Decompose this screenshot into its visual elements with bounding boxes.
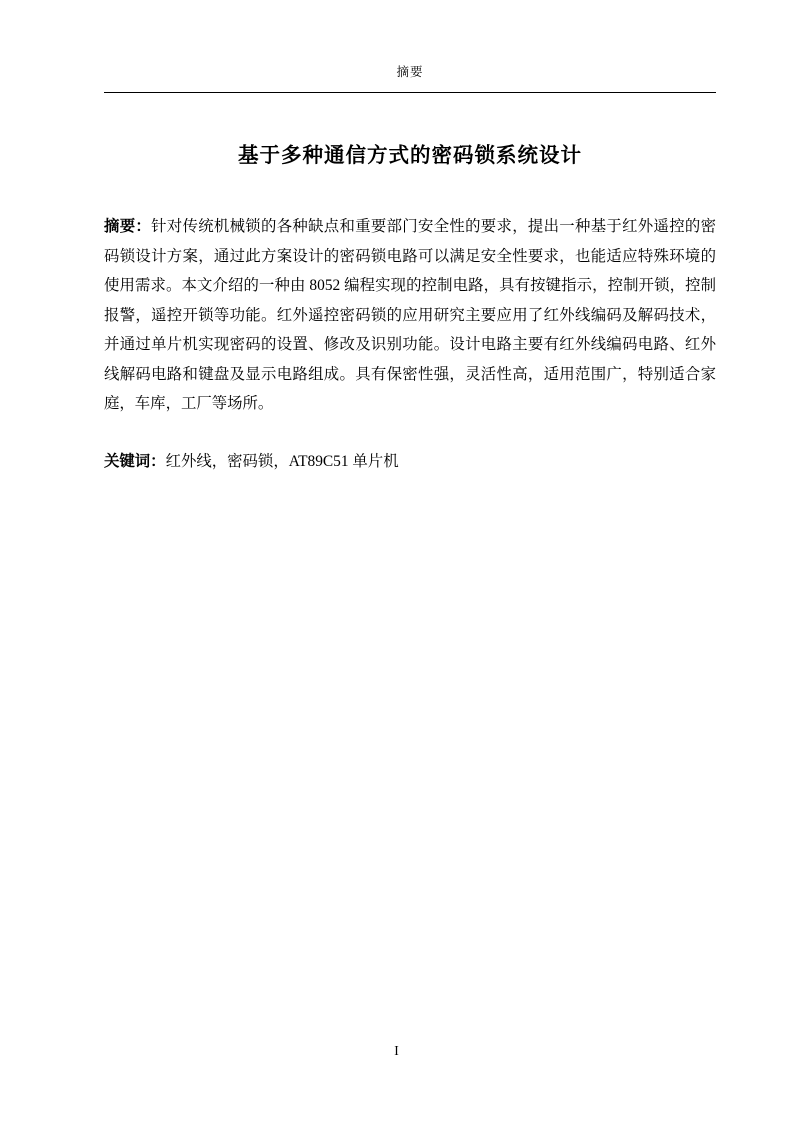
abstract-paragraph: [104, 212, 716, 419]
keywords-label: 关键词：: [104, 453, 166, 471]
page-title: 基于多种通信方式的密码锁系统设计: [238, 145, 582, 167]
abstract-label: 摘要：: [104, 218, 152, 235]
header-divider: [104, 92, 716, 93]
page-content: [104, 130, 716, 476]
page-number: I: [394, 1043, 399, 1058]
page-header: 摘要: [396, 65, 424, 79]
keywords-paragraph: [104, 447, 716, 476]
abstract-body: 针对传统机械锁的各种缺点和重要部门安全性的要求，提出一种基于红外遥控的密码锁设计方案，通过此方案设计的密码锁电路可以满足安全性要求，也能适应特殊环境的使用需求。本文介绍的一种由 8052 编程实现的控制电路，具有按键指示，控制开锁，控制报警，遥控开锁等功能。红外遥控密码锁的应用研究主要应用了红外线编码及解码技术，并通过单片机实现密码的设置、修改及识别功能。设计电路主要有红外线编码电路、红外线解码电路和键盘及显示电路组成。具有保密性强，灵活性高，适用范围广，特别适合家庭，车库，工厂等场所。: [104, 218, 716, 413]
keywords-body: 红外线，密码锁，AT89C51 单片机: [165, 453, 399, 471]
